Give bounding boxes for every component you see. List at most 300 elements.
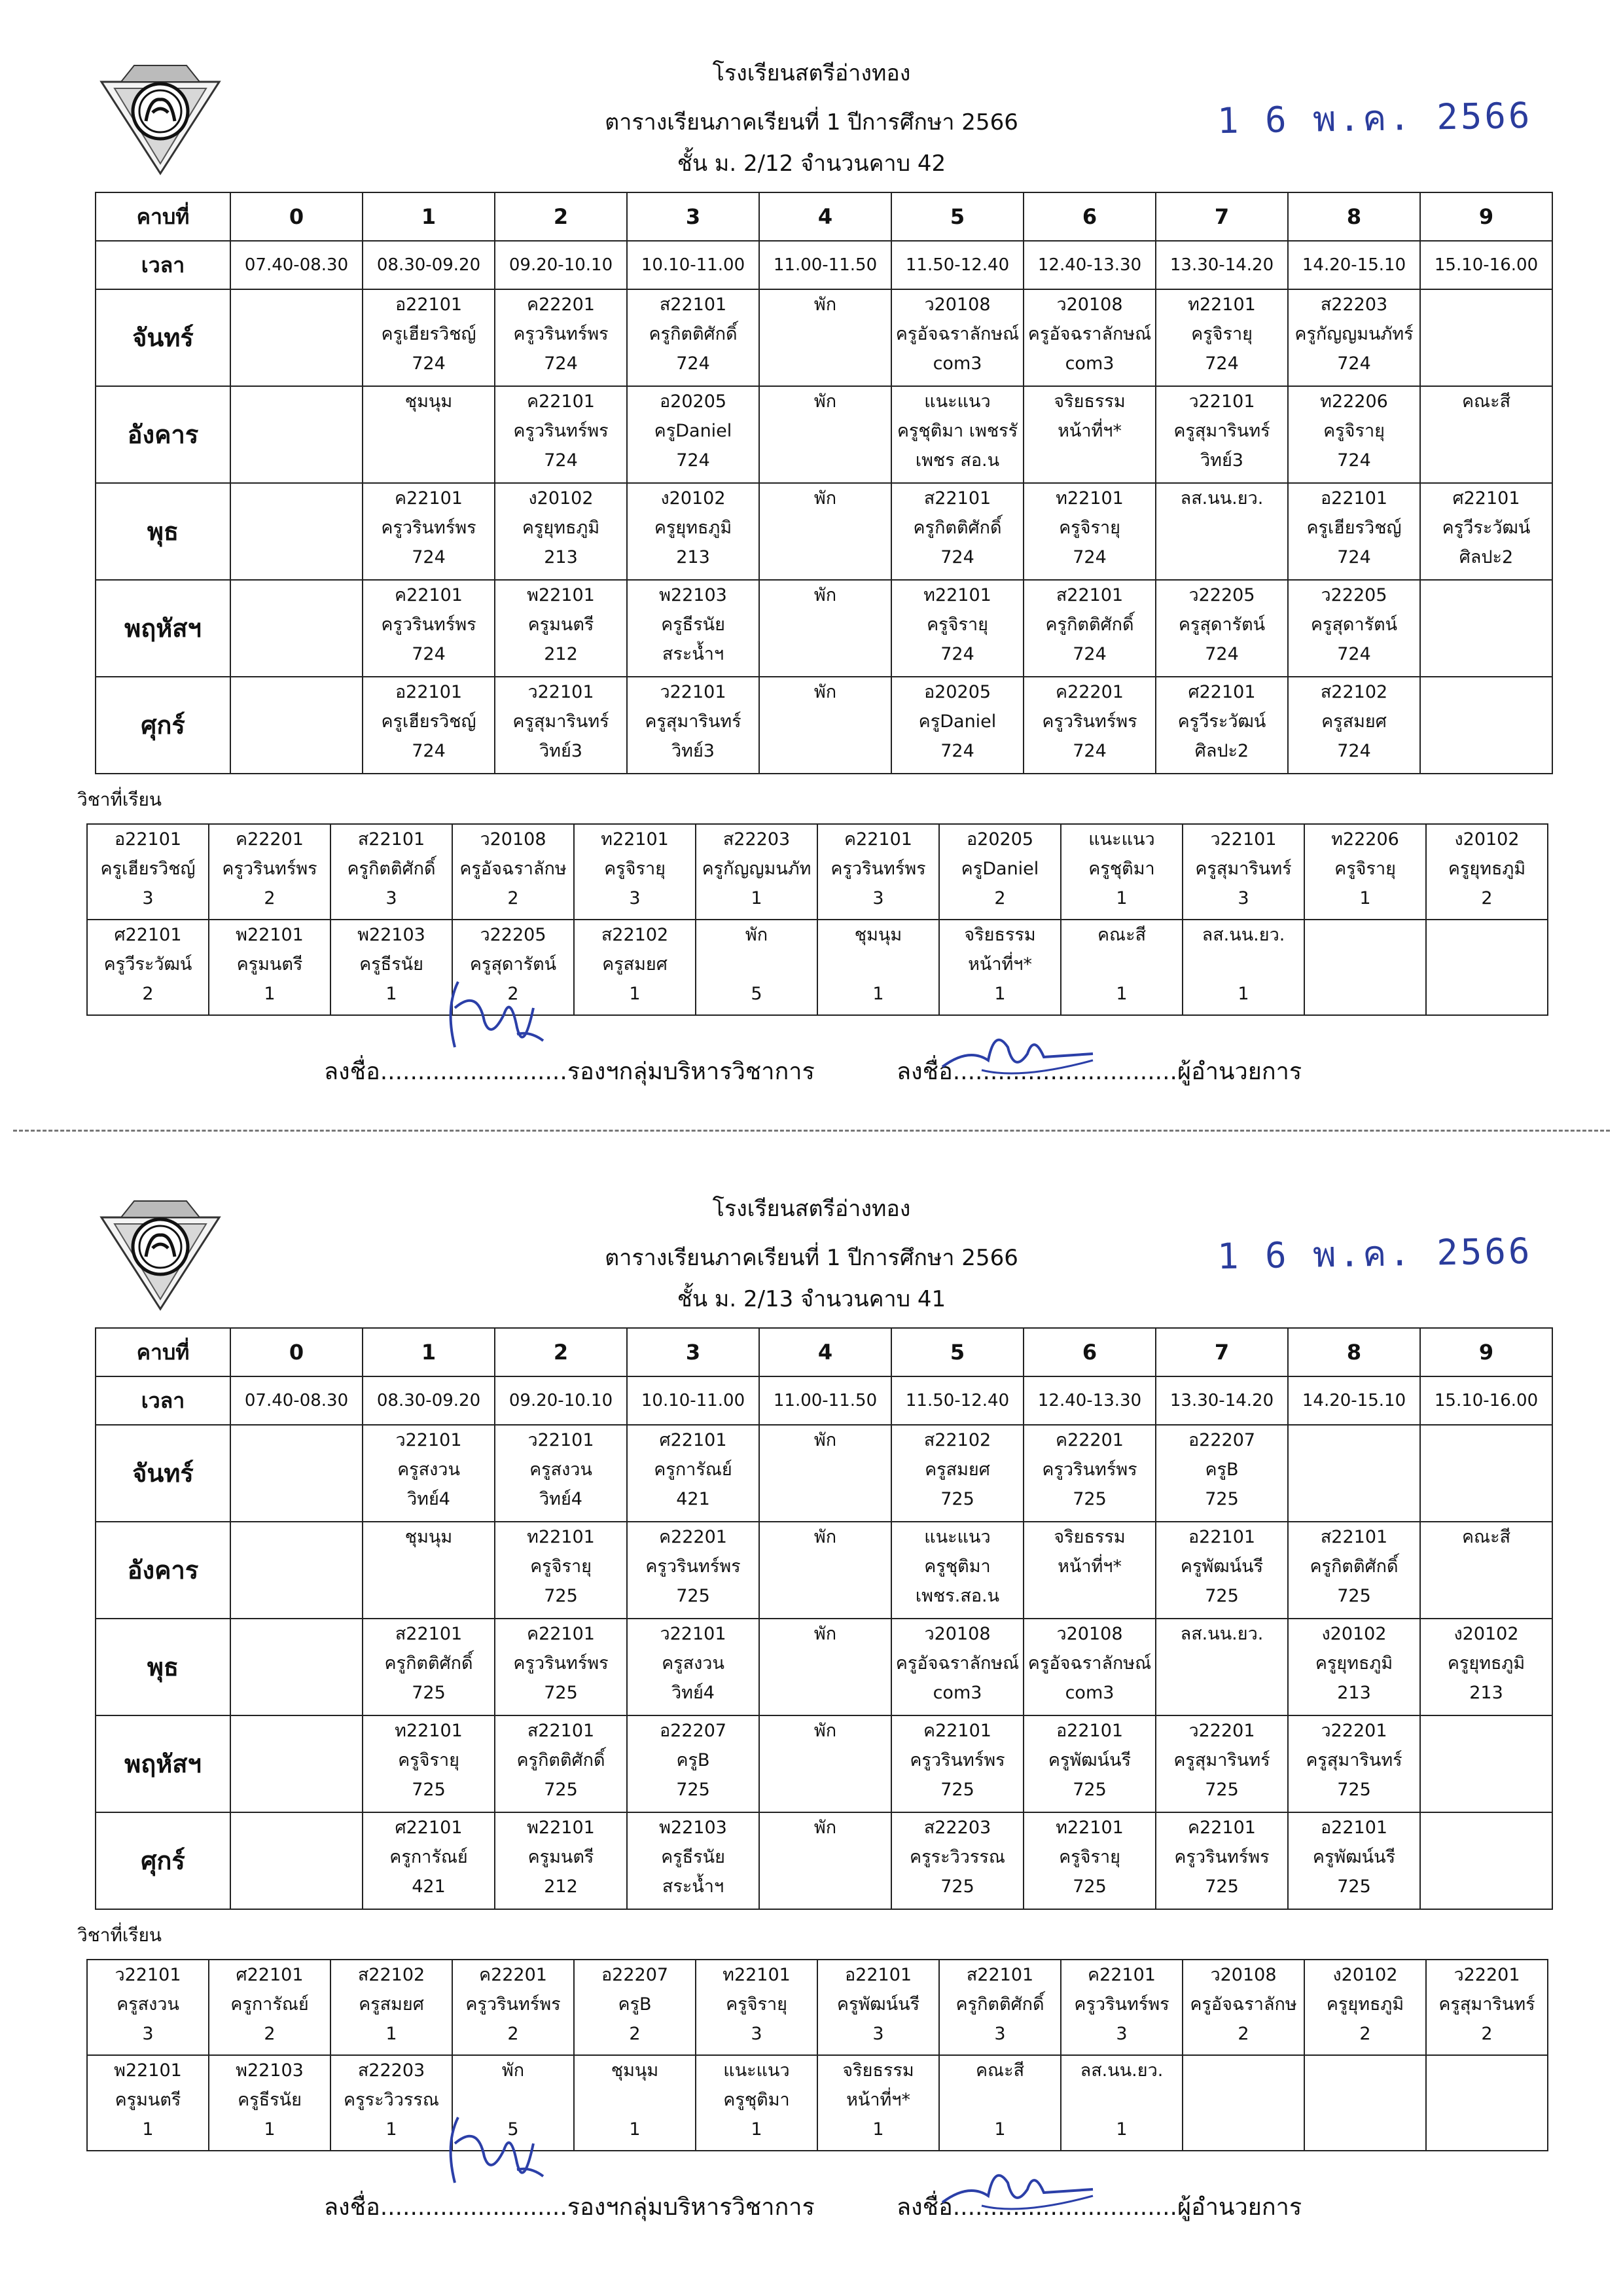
period-count: 1 bbox=[994, 2119, 1006, 2140]
period-count: 1 bbox=[1116, 2119, 1128, 2140]
subject-line: พ22101 bbox=[236, 925, 304, 945]
slot-line: ครูธีรนัย bbox=[661, 1847, 725, 1867]
slot-line: ครูกิตติศักดิ์ bbox=[649, 324, 738, 344]
slot-line: ครูชุติมา เพชรรั bbox=[897, 421, 1018, 441]
subject-line: ครูธีรนัย bbox=[238, 2090, 302, 2110]
subject-line: ส22102 bbox=[357, 1965, 425, 1985]
day-name: จันทร์ bbox=[96, 289, 230, 386]
time-slot: 13.30-14.20 bbox=[1156, 241, 1288, 289]
deputy-signature bbox=[419, 969, 589, 1067]
period-number: 4 bbox=[759, 1328, 891, 1376]
time-slot: 10.10-11.00 bbox=[627, 1376, 759, 1425]
subject-cell bbox=[696, 920, 817, 1015]
slot-line: 724 bbox=[1337, 547, 1371, 567]
class-slot bbox=[495, 1812, 627, 1909]
slot-line: ครูพัฒน์นรี bbox=[1180, 1556, 1264, 1577]
slot-line: ว22205 bbox=[1188, 585, 1255, 605]
day-row bbox=[96, 1425, 1552, 1522]
subject-line: แนะแนว bbox=[1088, 829, 1155, 850]
slot-line: ครูธีรนัย bbox=[661, 615, 725, 635]
slot-line: ค22201 bbox=[1056, 1430, 1124, 1450]
subject-line: ครูการัณย์ bbox=[230, 1994, 309, 2015]
class-slot bbox=[1420, 580, 1552, 677]
slot-line: 212 bbox=[544, 1876, 578, 1897]
subject-cell bbox=[817, 824, 939, 920]
period-header: คาบที่ bbox=[96, 1328, 230, 1376]
class-slot bbox=[627, 483, 759, 580]
slot-line: ครูพัฒน์นรี bbox=[1312, 1847, 1396, 1867]
subject-line: ชุมนุม bbox=[854, 925, 902, 945]
slot-line: วิทย์3 bbox=[539, 741, 582, 761]
subject-cell bbox=[87, 2055, 209, 2151]
slot-line: 421 bbox=[676, 1489, 710, 1509]
date-stamp: 1 6 พ.ค. 2566 bbox=[1217, 1230, 1533, 1278]
slot-line: ว22101 bbox=[1188, 391, 1255, 412]
slot-line: 725 bbox=[544, 1586, 578, 1606]
class-title: ชั้น ม. 2/12 จำนวนคาบ 42 bbox=[677, 151, 946, 177]
subject-line: ง20102 bbox=[1454, 829, 1520, 850]
school-name: โรงเรียนสตรีอ่างทอง bbox=[712, 1196, 911, 1222]
subject-cell bbox=[1061, 1960, 1183, 2055]
slot-line: ลส.นน.ยว. bbox=[1180, 488, 1264, 509]
class-slot bbox=[627, 1715, 759, 1812]
slot-line: 725 bbox=[676, 1780, 710, 1800]
class-slot bbox=[495, 289, 627, 386]
subject-row bbox=[87, 824, 1548, 920]
subject-line: ศ22101 bbox=[114, 925, 182, 945]
subject-line: ครูกัญญมนภัท bbox=[702, 859, 812, 879]
slot-line: 724 bbox=[412, 741, 446, 761]
subject-cell bbox=[209, 920, 330, 1015]
subject-line: ว22201 bbox=[1454, 1965, 1520, 1985]
period-number: 2 bbox=[495, 192, 627, 241]
slot-line: ว22101 bbox=[527, 1430, 594, 1450]
class-slot bbox=[1420, 483, 1552, 580]
slot-line: 724 bbox=[412, 644, 446, 664]
slot-line: ครูDaniel bbox=[918, 711, 997, 732]
period-number: 9 bbox=[1420, 192, 1552, 241]
time-slot: 09.20-10.10 bbox=[495, 1376, 627, 1425]
period-number: 8 bbox=[1288, 192, 1420, 241]
subject-cell bbox=[209, 2055, 330, 2151]
class-slot bbox=[1288, 1619, 1420, 1715]
class-slot bbox=[1156, 386, 1288, 483]
class-slot bbox=[1156, 580, 1288, 677]
slot-line: คณะสี bbox=[1461, 391, 1511, 412]
period-count: 2 bbox=[142, 984, 154, 1004]
slot-line: 213 bbox=[676, 547, 710, 567]
subject-cell bbox=[1183, 1960, 1304, 2055]
period-count: 3 bbox=[994, 2024, 1006, 2044]
slot-line: ครูจิรายุ bbox=[1191, 324, 1253, 344]
class-slot bbox=[230, 580, 363, 677]
deputy-sign-line: ลงชื่อ.........................รองฯกลุ่มบริหารวิชาการ bbox=[324, 2194, 815, 2221]
subject-line: ว22101 bbox=[115, 1965, 181, 1985]
class-slot bbox=[759, 1522, 891, 1619]
subject-line: ครูกิตติศักดิ์ bbox=[347, 859, 436, 879]
slot-line: ค22101 bbox=[527, 391, 595, 412]
period-number: 3 bbox=[627, 192, 759, 241]
class-slot bbox=[627, 386, 759, 483]
class-slot bbox=[891, 1619, 1024, 1715]
subject-line: ครูอัจฉราลักษ bbox=[1190, 1994, 1297, 2015]
slot-line: ส22101 bbox=[659, 295, 727, 315]
slot-line: ว22101 bbox=[660, 1624, 726, 1644]
time-slot: 13.30-14.20 bbox=[1156, 1376, 1288, 1425]
subject-summary bbox=[86, 823, 1548, 1016]
slot-line: วิทย์3 bbox=[671, 741, 715, 761]
subject-line: ครูอัจฉราลักษ bbox=[459, 859, 567, 879]
subject-line: ครูธีรนัย bbox=[359, 954, 423, 975]
slot-line: ง20102 bbox=[1454, 1624, 1519, 1644]
slot-line: ค22101 bbox=[1188, 1818, 1256, 1838]
subject-row bbox=[87, 920, 1548, 1015]
class-slot bbox=[230, 1715, 363, 1812]
slot-line: วิทย์3 bbox=[1200, 450, 1243, 471]
slot-line: ศ22101 bbox=[395, 1818, 463, 1838]
period-number: 5 bbox=[891, 192, 1024, 241]
subject-cell bbox=[1183, 824, 1304, 920]
subject-line: ครูสมยศ bbox=[602, 954, 668, 975]
slot-line: ง20102 bbox=[528, 488, 594, 509]
subject-cell bbox=[1304, 2055, 1426, 2151]
slot-line: ครูมนตรี bbox=[527, 1847, 594, 1867]
slot-line: ครูจิรายุ bbox=[927, 615, 988, 635]
slot-line: ส22102 bbox=[923, 1430, 991, 1450]
slot-line: ครูเฮียรวิชญ์ bbox=[381, 324, 476, 344]
subject-line: ลส.นน.ยว. bbox=[1202, 925, 1285, 945]
subjects-label: วิชาที่เรียน bbox=[77, 789, 162, 810]
timetable-grid bbox=[95, 1327, 1553, 1910]
slot-line: ครูDaniel bbox=[654, 421, 732, 441]
timetable-sheet bbox=[0, 0, 1623, 1136]
subject-cell bbox=[1426, 1960, 1548, 2055]
slot-line: 724 bbox=[940, 547, 974, 567]
subject-cell bbox=[1426, 920, 1548, 1015]
subject-cell bbox=[209, 1960, 330, 2055]
slot-line: ศ22101 bbox=[1188, 682, 1256, 702]
slot-line: พัก bbox=[813, 488, 837, 509]
slot-line: ว20108 bbox=[1056, 295, 1123, 315]
slot-line: ครูสุดารัตน์ bbox=[1178, 615, 1266, 635]
slot-line: ครูวรินทร์พร bbox=[1042, 1460, 1137, 1480]
subject-line: พัก bbox=[745, 925, 768, 945]
period-count: 3 bbox=[142, 888, 154, 908]
slot-line: อ20205 bbox=[923, 682, 991, 702]
timetable-sheet bbox=[0, 1136, 1623, 2271]
subject-cell bbox=[209, 824, 330, 920]
slot-line: ลส.นน.ยว. bbox=[1180, 1624, 1264, 1644]
term-title: ตารางเรียนภาคเรียนที่ 1 ปีการศึกษา 2566 bbox=[605, 1245, 1018, 1271]
subject-line bbox=[818, 950, 938, 979]
time-slot: 09.20-10.10 bbox=[495, 241, 627, 289]
period-number: 7 bbox=[1156, 192, 1288, 241]
slot-line: หน้าที่ฯ* bbox=[1058, 421, 1122, 441]
period-count: 1 bbox=[385, 2119, 397, 2140]
subject-line: ส22203 bbox=[357, 2060, 425, 2081]
slot-line: com3 bbox=[933, 1683, 982, 1703]
subject-line: ครูสงวน bbox=[116, 1994, 179, 2015]
slot-line: 725 bbox=[1337, 1780, 1371, 1800]
subject-line: ครูDaniel bbox=[961, 859, 1039, 879]
slot-line: ครูวรินทร์พร bbox=[381, 615, 476, 635]
class-slot bbox=[230, 677, 363, 774]
slot-line: คณะสี bbox=[1461, 1527, 1511, 1547]
class-slot bbox=[230, 289, 363, 386]
class-slot bbox=[1156, 1522, 1288, 1619]
period-count: 2 bbox=[507, 888, 519, 908]
period-number: 0 bbox=[230, 192, 363, 241]
slot-line: ว20108 bbox=[1056, 1624, 1123, 1644]
day-row bbox=[96, 386, 1552, 483]
class-slot bbox=[1420, 1812, 1552, 1909]
slot-line: 725 bbox=[1205, 1489, 1239, 1509]
class-slot bbox=[1024, 1619, 1156, 1715]
slot-line: พัก bbox=[813, 585, 837, 605]
slot-line: ว22101 bbox=[527, 682, 594, 702]
class-slot bbox=[759, 677, 891, 774]
class-slot bbox=[1024, 1812, 1156, 1909]
class-slot bbox=[1288, 1812, 1420, 1909]
slot-line: 725 bbox=[1073, 1876, 1107, 1897]
slot-line: 724 bbox=[1337, 741, 1371, 761]
slot-line: 724 bbox=[1073, 644, 1107, 664]
slot-line: จริยธรรม bbox=[1054, 1527, 1126, 1547]
period-number: 0 bbox=[230, 1328, 363, 1376]
slot-line: 724 bbox=[412, 353, 446, 374]
period-number: 6 bbox=[1024, 192, 1156, 241]
period-count: 2 bbox=[1238, 2024, 1249, 2044]
slot-line: ง20102 bbox=[660, 488, 726, 509]
day-row bbox=[96, 1812, 1552, 1909]
slot-line: ครูเฮียรวิชญ์ bbox=[1306, 518, 1402, 538]
slot-line: ครูสมยศ bbox=[1321, 711, 1387, 732]
slot-line: 724 bbox=[544, 450, 578, 471]
slot-line: 213 bbox=[1337, 1683, 1371, 1703]
period-count: 3 bbox=[385, 888, 397, 908]
subject-line: ค22201 bbox=[479, 1965, 547, 1985]
slot-line: ครูวรินทร์พร bbox=[513, 1653, 609, 1674]
time-row bbox=[96, 241, 1552, 289]
slot-line: ว22101 bbox=[395, 1430, 462, 1450]
subject-line: ค22201 bbox=[236, 829, 304, 850]
class-slot bbox=[1288, 1425, 1420, 1522]
class-slot bbox=[1288, 677, 1420, 774]
subject-cell bbox=[817, 920, 939, 1015]
class-slot bbox=[495, 580, 627, 677]
slot-line: ส22101 bbox=[1056, 585, 1124, 605]
subject-line: ท22101 bbox=[601, 829, 669, 850]
time-row bbox=[96, 1376, 1552, 1425]
slot-line: 725 bbox=[1073, 1780, 1107, 1800]
subject-line: ครูกิตติศักดิ์ bbox=[955, 1994, 1044, 2015]
class-slot bbox=[1420, 1522, 1552, 1619]
class-slot bbox=[495, 1425, 627, 1522]
slot-line: 724 bbox=[1073, 547, 1107, 567]
slot-line: หน้าที่ฯ* bbox=[1058, 1556, 1122, 1577]
slot-line: ท22101 bbox=[1056, 488, 1124, 509]
time-header: เวลา bbox=[96, 241, 230, 289]
time-slot: 12.40-13.30 bbox=[1024, 1376, 1156, 1425]
class-slot bbox=[1156, 1619, 1288, 1715]
slot-line: 725 bbox=[940, 1780, 974, 1800]
class-slot bbox=[891, 580, 1024, 677]
date-stamp: 1 6 พ.ค. 2566 bbox=[1217, 94, 1533, 142]
subject-cell bbox=[1304, 1960, 1426, 2055]
subject-line: ครูวีระวัฒน์ bbox=[103, 954, 192, 975]
day-name: พฤหัสฯ bbox=[96, 1715, 230, 1812]
period-count: 2 bbox=[264, 2024, 276, 2044]
slot-line: พัก bbox=[813, 1430, 837, 1450]
subject-line: ครูยุทธภูมิ bbox=[1326, 1994, 1404, 2015]
time-slot: 08.30-09.20 bbox=[363, 241, 495, 289]
subject-cell bbox=[452, 824, 574, 920]
period-count: 1 bbox=[872, 984, 884, 1004]
slot-line: ครูวรินทร์พร bbox=[910, 1750, 1005, 1770]
period-count: 1 bbox=[385, 984, 397, 1004]
class-slot bbox=[759, 1425, 891, 1522]
class-slot bbox=[1420, 1425, 1552, 1522]
class-slot bbox=[627, 580, 759, 677]
day-name: ศุกร์ bbox=[96, 1812, 230, 1909]
slot-line: 421 bbox=[412, 1876, 446, 1897]
class-slot bbox=[1288, 386, 1420, 483]
subject-line: คณะสี bbox=[975, 2060, 1025, 2081]
period-count: 1 bbox=[385, 2024, 397, 2044]
slot-line: ครูยุทธภูมิ bbox=[522, 518, 600, 538]
slot-line: 212 bbox=[544, 644, 578, 664]
period-count: 2 bbox=[264, 888, 276, 908]
slot-line: 213 bbox=[544, 547, 578, 567]
slot-line: อ22207 bbox=[659, 1721, 727, 1741]
slot-line: ส22203 bbox=[923, 1818, 991, 1838]
director-signature bbox=[929, 1008, 1099, 1106]
day-name: พุธ bbox=[96, 483, 230, 580]
slot-line: ครูสุมารินทร์ bbox=[1173, 1750, 1270, 1770]
slot-line: 724 bbox=[940, 644, 974, 664]
slot-line: ท22101 bbox=[527, 1527, 595, 1547]
class-slot bbox=[1024, 677, 1156, 774]
director-signature bbox=[929, 2144, 1099, 2242]
subject-line: พัก bbox=[501, 2060, 525, 2081]
class-slot bbox=[1024, 289, 1156, 386]
subject-line: จริยธรรม bbox=[964, 925, 1036, 945]
class-slot bbox=[627, 677, 759, 774]
subject-cell bbox=[1061, 824, 1183, 920]
slot-line: com3 bbox=[1065, 1683, 1115, 1703]
slot-line: ครูอัจฉราลักษณ์ bbox=[895, 324, 1020, 344]
period-count: 1 bbox=[1116, 888, 1128, 908]
subject-cell bbox=[939, 824, 1061, 920]
subject-line: อ22101 bbox=[114, 829, 182, 850]
class-slot bbox=[759, 386, 891, 483]
slot-line: 725 bbox=[1337, 1586, 1371, 1606]
subject-line: หน้าที่ฯ* bbox=[846, 2090, 910, 2110]
slot-line: 724 bbox=[1337, 644, 1371, 664]
subject-cell bbox=[574, 824, 696, 920]
class-slot bbox=[1024, 1715, 1156, 1812]
slot-line: ครูจิรายุ bbox=[530, 1556, 592, 1577]
class-slot bbox=[1420, 289, 1552, 386]
slot-line: ส22101 bbox=[1320, 1527, 1388, 1547]
slot-line: ครูมนตรี bbox=[527, 615, 594, 635]
subject-cell bbox=[1426, 2055, 1548, 2151]
slot-line: ครูสุมารินทร์ bbox=[512, 711, 609, 732]
period-count: 1 bbox=[872, 2119, 884, 2140]
slot-line: สระน้ำฯ bbox=[662, 1876, 724, 1897]
slot-line: 724 bbox=[676, 450, 710, 471]
period-count: 2 bbox=[994, 888, 1006, 908]
time-slot: 08.30-09.20 bbox=[363, 1376, 495, 1425]
slot-line: ส22101 bbox=[395, 1624, 463, 1644]
subject-cell bbox=[574, 920, 696, 1015]
subject-line: อ22207 bbox=[601, 1965, 669, 1985]
period-count: 3 bbox=[751, 2024, 762, 2044]
class-slot bbox=[363, 677, 495, 774]
time-slot: 12.40-13.30 bbox=[1024, 241, 1156, 289]
subject-cell bbox=[330, 1960, 452, 2055]
subject-line: ค22101 bbox=[844, 829, 912, 850]
time-slot: 07.40-08.30 bbox=[230, 1376, 363, 1425]
slot-line: 724 bbox=[412, 547, 446, 567]
class-slot bbox=[1288, 1522, 1420, 1619]
slot-line: อ22101 bbox=[1320, 488, 1388, 509]
slot-line: ครูสงวน bbox=[529, 1460, 592, 1480]
deputy-signature bbox=[419, 2104, 589, 2202]
period-count: 2 bbox=[1481, 2024, 1493, 2044]
class-slot bbox=[891, 677, 1024, 774]
subject-cell bbox=[817, 1960, 939, 2055]
period-count: 1 bbox=[751, 2119, 762, 2140]
period-count: 1 bbox=[1238, 984, 1249, 1004]
class-title: ชั้น ม. 2/13 จำนวนคาบ 41 bbox=[677, 1286, 946, 1312]
period-count: 1 bbox=[1116, 984, 1128, 1004]
class-slot bbox=[495, 1715, 627, 1812]
subject-cell bbox=[1426, 824, 1548, 920]
slot-line: 724 bbox=[1205, 644, 1239, 664]
period-count: 5 bbox=[507, 2119, 519, 2140]
class-slot bbox=[759, 1619, 891, 1715]
subject-line bbox=[1061, 950, 1182, 979]
subject-cell bbox=[87, 824, 209, 920]
slot-line: วิทย์4 bbox=[539, 1489, 582, 1509]
slot-line: com3 bbox=[1065, 353, 1115, 374]
subject-line: ครูมนตรี bbox=[236, 954, 303, 975]
slot-line: สระน้ำฯ bbox=[662, 644, 724, 664]
slot-line: ท22101 bbox=[395, 1721, 463, 1741]
slot-line: ครูการัณย์ bbox=[654, 1460, 732, 1480]
slot-line: ท22206 bbox=[1320, 391, 1388, 412]
slot-line: แนะแนว bbox=[924, 1527, 991, 1547]
subject-cell bbox=[1061, 920, 1183, 1015]
class-slot bbox=[230, 1425, 363, 1522]
slot-line: ครูระวิวรรณ bbox=[910, 1847, 1005, 1867]
period-count: 2 bbox=[1481, 888, 1493, 908]
class-slot bbox=[891, 386, 1024, 483]
class-slot bbox=[891, 1522, 1024, 1619]
slot-line: พัก bbox=[813, 1818, 837, 1838]
slot-line: ท22101 bbox=[923, 585, 991, 605]
slot-line: com3 bbox=[933, 353, 982, 374]
slot-line: 724 bbox=[1337, 450, 1371, 471]
period-number: 4 bbox=[759, 192, 891, 241]
class-slot bbox=[1156, 1425, 1288, 1522]
subject-line: ท22101 bbox=[722, 1965, 791, 1985]
time-slot: 14.20-15.10 bbox=[1288, 1376, 1420, 1425]
slot-line: ครูการัณย์ bbox=[389, 1847, 468, 1867]
slot-line: ครูอัจฉราลักษณ์ bbox=[1027, 1653, 1152, 1674]
time-slot: 07.40-08.30 bbox=[230, 241, 363, 289]
